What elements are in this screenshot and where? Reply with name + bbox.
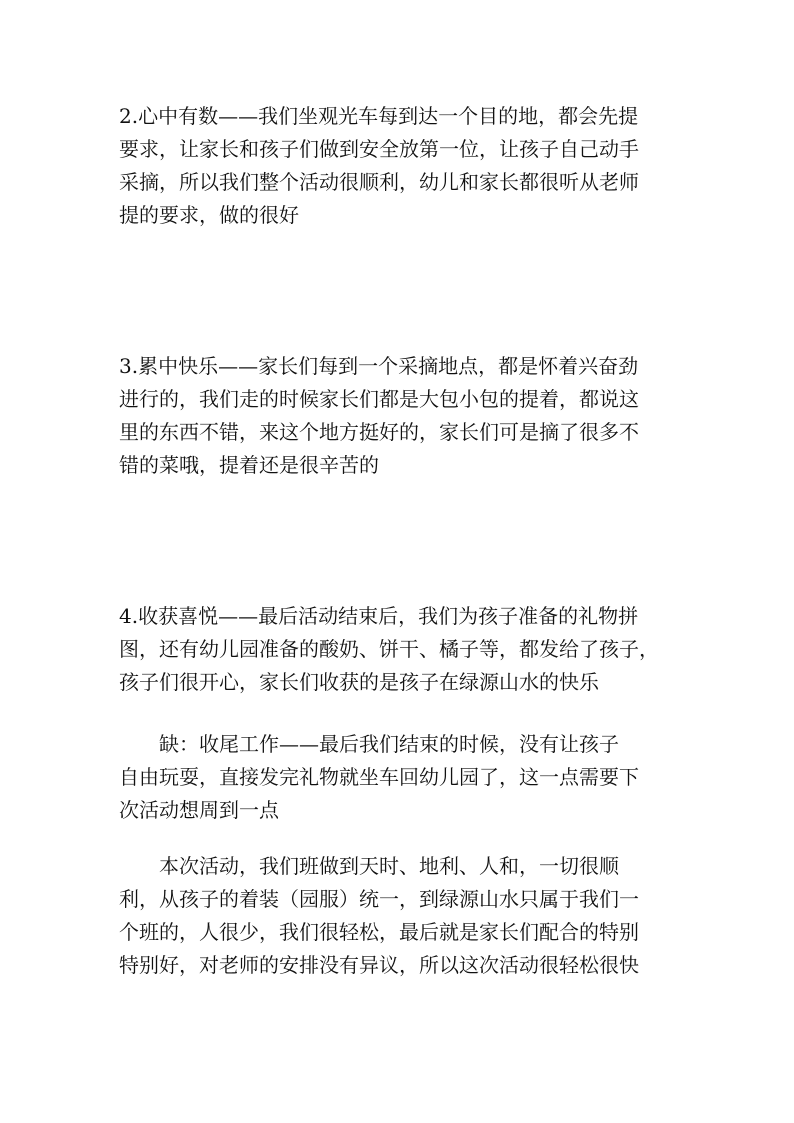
text-line: 自由玩耍，直接发完礼物就坐车回幼儿园了，这一点需要下 — [119, 765, 639, 789]
text-line: 次活动想周到一点 — [119, 798, 279, 822]
text-line: 本次活动，我们班做到天时、地利、人和，一切很顺 — [159, 854, 619, 878]
text-line: 利，从孩子的着装（园服）统一，到绿源山水只属于我们一 — [119, 887, 639, 911]
paragraph-harvest-joy — [119, 600, 679, 699]
text-line: 缺：收尾工作——最后我们结束的时候，没有让孩子 — [159, 732, 619, 756]
paragraph-summary — [119, 850, 679, 982]
text-line: 2.心中有数——我们坐观光车每到达一个目的地，都会先提 — [119, 104, 639, 128]
text-line: 个班的，人很少，我们很轻松，最后就是家长们配合的特别 — [119, 920, 639, 944]
text-line: 提的要求，做的很好 — [119, 203, 299, 227]
text-line: 采摘，所以我们整个活动很顺利，幼儿和家长都很听从老师 — [119, 170, 639, 194]
text-line: 孩子们很开心，家长们收获的是孩子在绿源山水的快乐 — [119, 670, 599, 694]
paragraph-joy-in-tiredness — [119, 350, 679, 482]
text-line: 进行的，我们走的时候家长们都是大包小包的提着，都说这 — [119, 387, 639, 411]
paragraph-heart-in-mind — [119, 100, 679, 232]
text-line: 4.收获喜悦——最后活动结束后，我们为孩子准备的礼物拼 — [119, 604, 639, 628]
paragraph-shortcoming — [119, 728, 679, 827]
text-line: 要求，让家长和孩子们做到安全放第一位，让孩子自己动手 — [119, 137, 639, 161]
text-line: 图，还有幼儿园准备的酸奶、饼干、橘子等，都发给了孩子， — [119, 637, 659, 661]
text-line: 里的东西不错，来这个地方挺好的，家长们可是摘了很多不 — [119, 420, 639, 444]
text-line: 3.累中快乐——家长们每到一个采摘地点，都是怀着兴奋劲 — [119, 354, 639, 378]
text-line: 特别好，对老师的安排没有异议，所以这次活动很轻松很快 — [119, 953, 639, 977]
text-line: 错的菜哦，提着还是很辛苦的 — [119, 453, 379, 477]
